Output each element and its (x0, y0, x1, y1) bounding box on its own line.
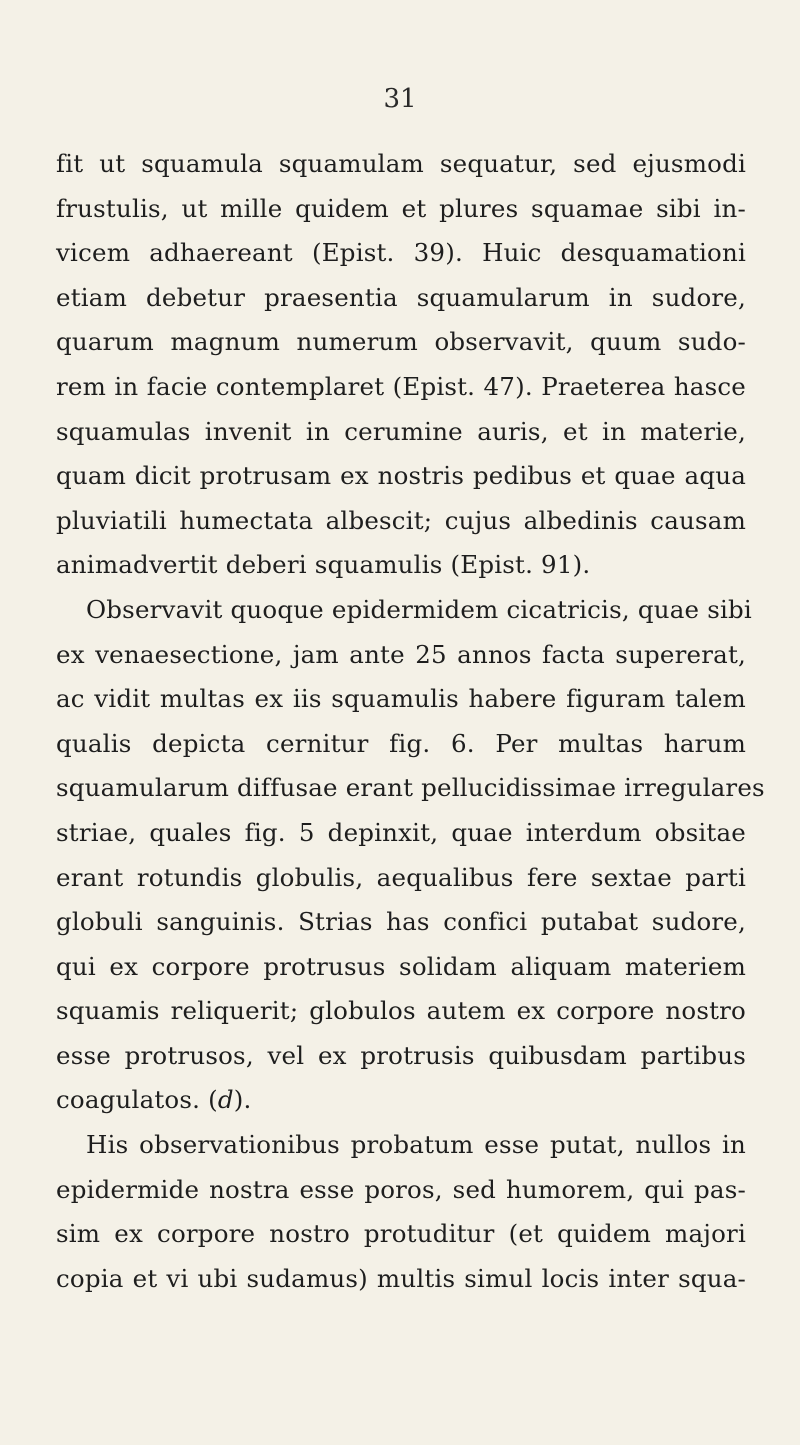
text-line-6: rem in facie contemplaret (Epist. 47). Praeterea hasce (56, 371, 746, 401)
text-line-19: qui ex corpore protrusus solidam aliquam materiem (56, 951, 746, 981)
text-line-3: vicem adhaereant (Epist. 39). Huic desquamationi (56, 238, 746, 268)
text-line-10: animadvertit deberi squamulis (Epist. 91). (56, 550, 591, 580)
text-line-25: sim ex corpore nostro protuditur (et quidem majori (56, 1219, 746, 1249)
text-line-26: copia et vi ubi sudamus) multis simul locis inter squa- (56, 1263, 746, 1293)
text-line-12: ex venaesectione, jam ante 25 annos facta supererat, (56, 639, 746, 669)
text-line-22 (56, 1078, 746, 1123)
footnote-ref-letter: d (217, 1085, 234, 1115)
text-line-16: striae, quales fig. 5 depinxit, quae interdum obsitae (56, 817, 746, 847)
body-text (56, 142, 765, 1301)
text-line-9: pluviatili humectata albescit; cujus albedinis causam (56, 505, 746, 535)
text-line-1: fit ut squamula squamulam sequatur, sed ejusmodi (56, 149, 746, 178)
text-line-7: squamulas invenit in cerumine auris, et in materie, (56, 416, 746, 446)
text-line-21: esse protrusos, vel ex protrusis quibusdam partibus (56, 1040, 746, 1070)
text-line-2: frustulis, ut mille quidem et plures squamae sibi in- (56, 193, 746, 223)
text-line-14: qualis depicta cernitur fig. 6. Per multas harum (56, 728, 746, 758)
footnote-ref-close: ). (233, 1085, 252, 1115)
text-line-22-main: coagulatos. (56, 1085, 201, 1115)
text-line-15: squamularum diffusae erant pellucidissimae irregulares (56, 773, 765, 803)
page-number: 31 (383, 84, 417, 114)
text-line-13: ac vidit multas ex iis squamulis habere figuram talem (56, 684, 746, 714)
text-line-18: globuli sanguinis. Strias has confici putabat sudore, (56, 907, 746, 937)
text-line-11: Observavit quoque epidermidem cicatricis, quae sibi (86, 594, 752, 624)
text-line-23: His observationibus probatum esse putat, nullos in (86, 1130, 746, 1160)
text-line-4: etiam debetur praesentia squamularum in sudore, (56, 282, 746, 312)
text-line-17: erant rotundis globulis, aequalibus fere sextae parti (56, 862, 746, 892)
footnote-ref-open: ( (208, 1085, 218, 1115)
text-line-20: squamis reliquerit; globulos autem ex corpore nostro (56, 996, 746, 1026)
text-line-5: quarum magnum numerum observavit, quum sudo- (56, 327, 746, 357)
text-line-24: epidermide nostra esse poros, sed humorem, qui pas- (56, 1174, 746, 1204)
text-line-8: quam dicit protrusam ex nostris pedibus et quae aqua (56, 461, 746, 491)
